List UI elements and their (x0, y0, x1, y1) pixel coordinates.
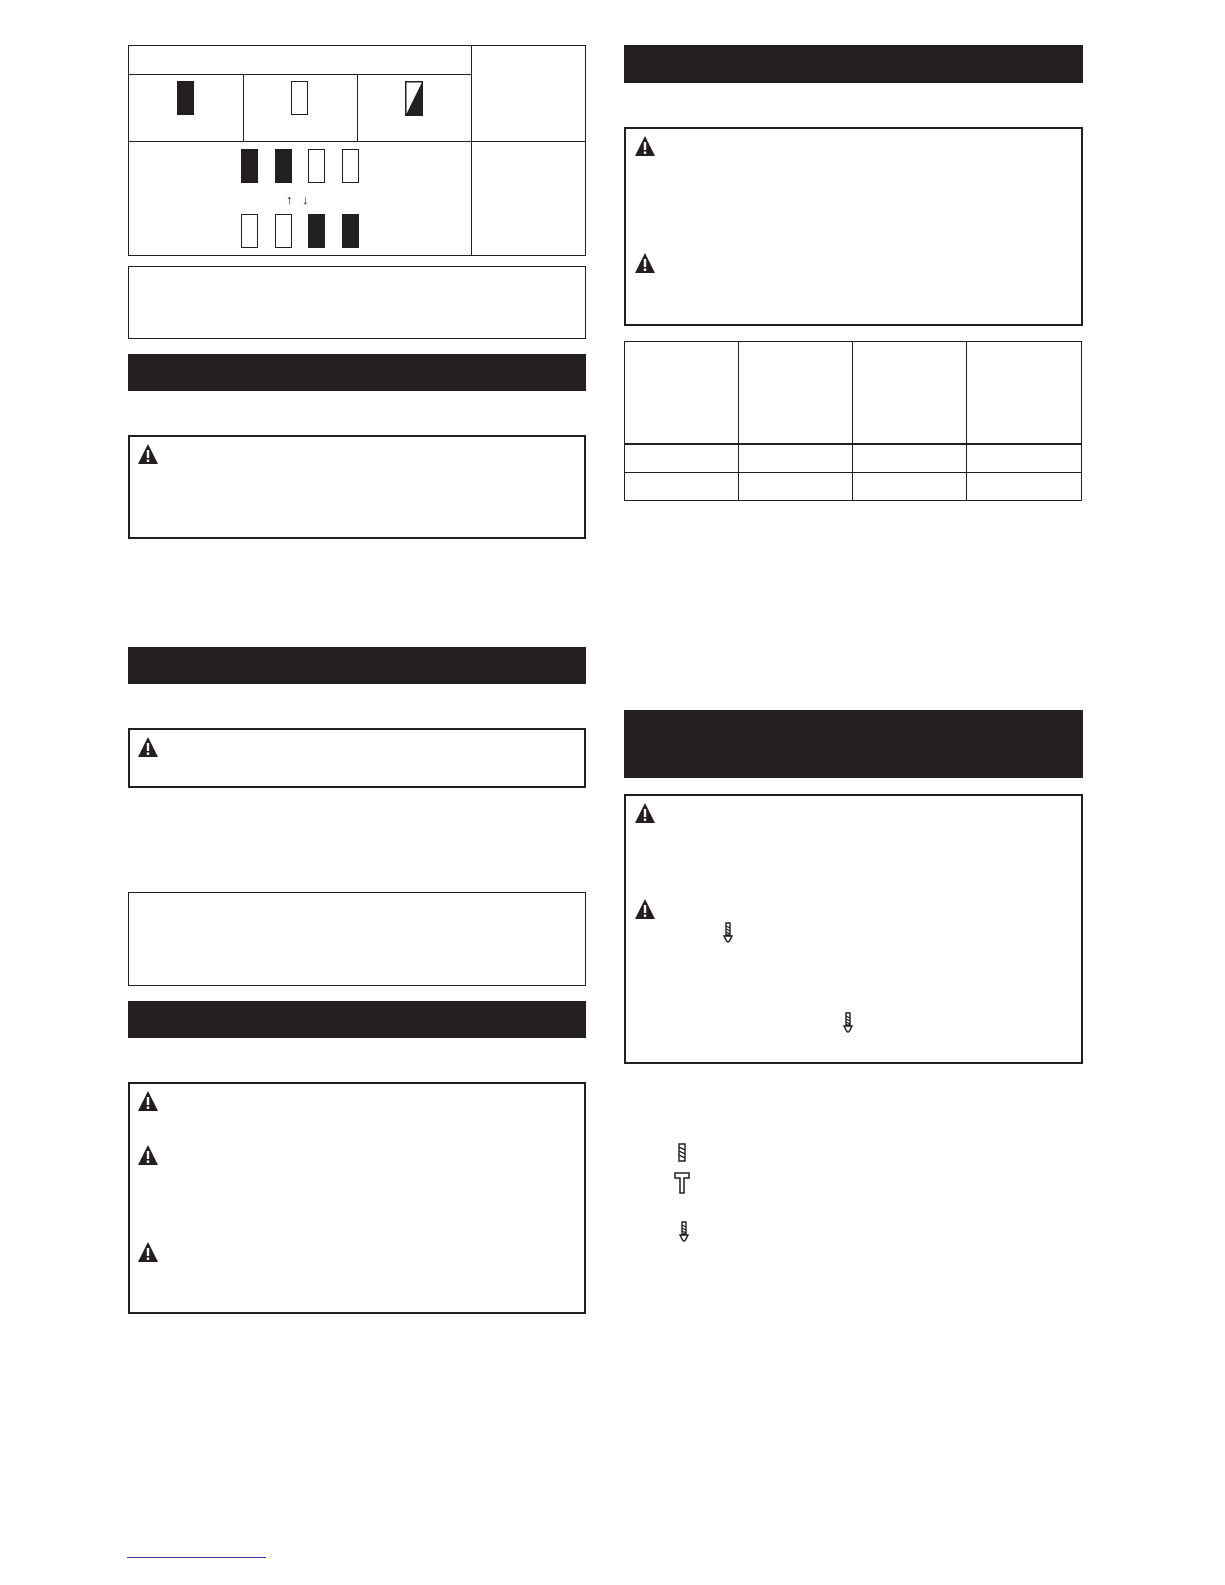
indicator-lamp-blinking (405, 81, 423, 116)
indicator-lamp-off (291, 81, 308, 115)
table-divider (624, 443, 1082, 445)
indicator-lamp-off (275, 214, 292, 248)
indicator-lamp-on (342, 214, 359, 248)
warning-triangle-icon (634, 802, 656, 824)
table-divider (624, 472, 1082, 473)
caution-box (128, 435, 586, 539)
indicator-lamp-on (177, 81, 194, 115)
table-divider (471, 45, 472, 256)
warning-triangle-icon (634, 898, 656, 920)
arrow-up-icon: ↑ (286, 192, 293, 207)
warning-triangle-icon (137, 736, 159, 758)
speed-table (624, 341, 1082, 501)
indicator-lamp-off (308, 149, 325, 183)
warning-triangle-icon (137, 443, 159, 465)
note-box (128, 892, 586, 986)
section-heading-bar (128, 354, 586, 391)
warning-triangle-icon (137, 1090, 159, 1112)
footer-underline (127, 1557, 266, 1558)
caution-box (128, 1082, 586, 1314)
hammer-icon (674, 1172, 690, 1194)
indicator-lamp-off (241, 214, 258, 248)
table-divider (852, 341, 853, 501)
table-divider (128, 74, 472, 75)
screw-icon (722, 922, 734, 946)
table-divider (243, 74, 244, 141)
note-box (128, 266, 586, 339)
section-heading-bar (624, 45, 1083, 83)
screw-icon (842, 1012, 854, 1036)
drill-bit-icon (676, 1143, 688, 1163)
warning-triangle-icon (137, 1144, 159, 1166)
caution-box (128, 728, 586, 788)
indicator-lamp-on (241, 149, 258, 183)
indicator-lamp-off (342, 149, 359, 183)
indicator-lamp-on (308, 214, 325, 248)
table-divider (128, 141, 586, 142)
table-divider (966, 341, 967, 501)
arrow-down-icon: ↓ (302, 192, 309, 207)
warning-triangle-icon (137, 1241, 159, 1263)
screw-icon (678, 1221, 690, 1245)
warning-triangle-icon (634, 135, 656, 157)
section-heading-bar (624, 710, 1083, 778)
warning-triangle-icon (634, 252, 656, 274)
section-heading-bar (128, 1001, 586, 1038)
table-divider (357, 74, 358, 141)
section-heading-bar (128, 647, 586, 684)
indicator-lamp-on (275, 149, 292, 183)
caution-box (624, 127, 1083, 326)
table-divider (738, 341, 739, 501)
